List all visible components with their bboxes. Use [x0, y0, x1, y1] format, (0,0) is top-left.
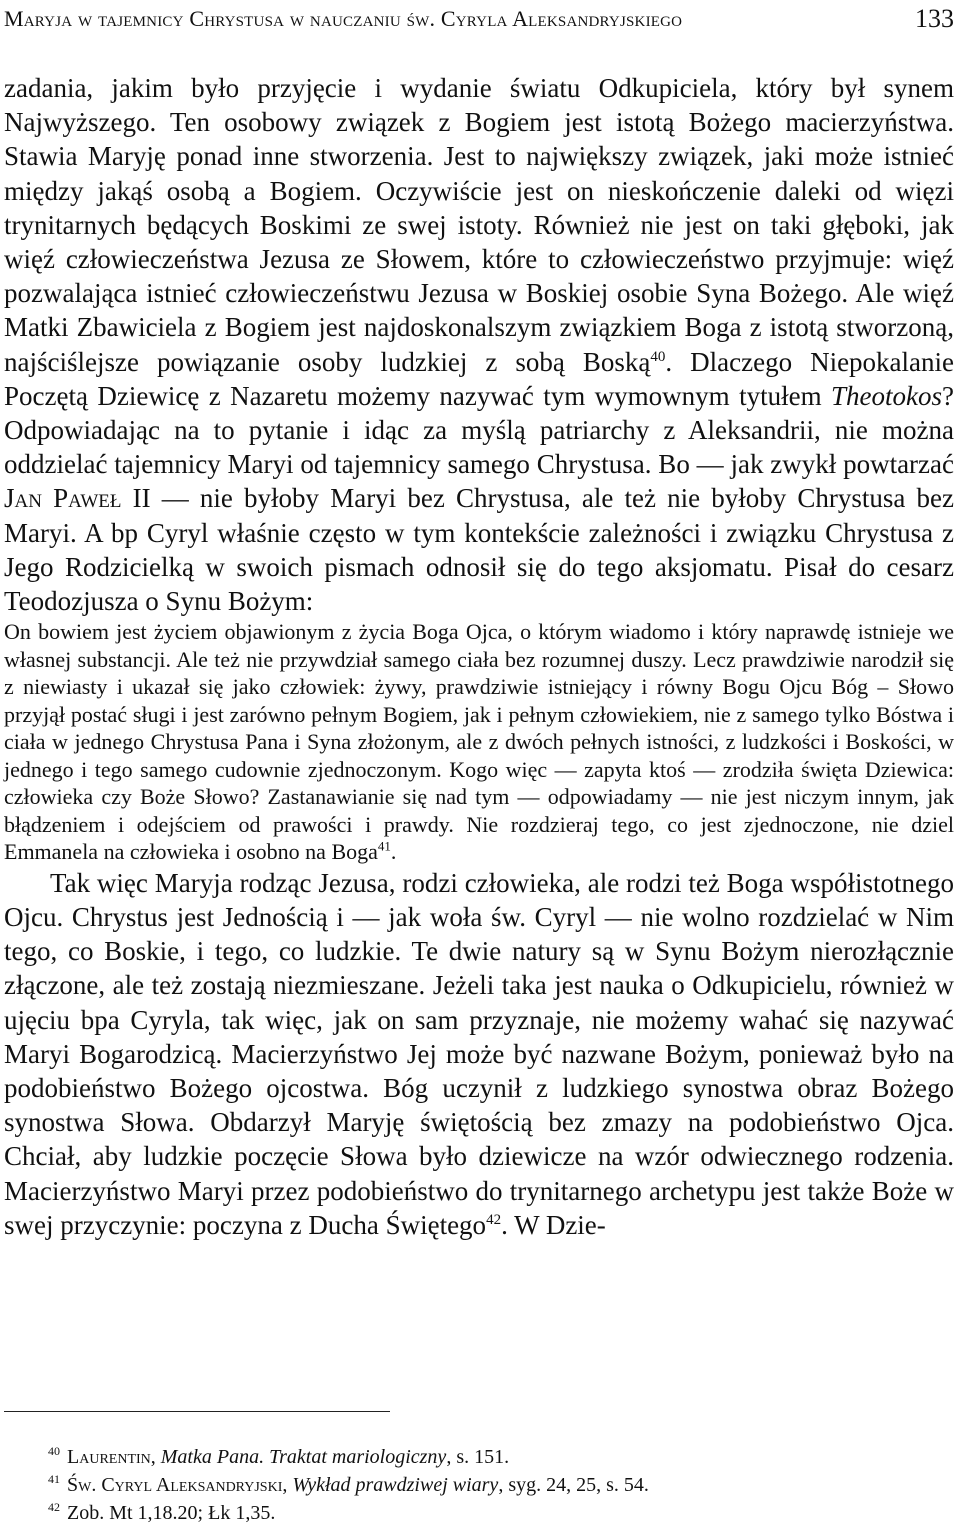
- main-text: [4, 71, 954, 1242]
- block-quote-end: .: [390, 839, 397, 865]
- footnote-number: 41: [48, 1472, 60, 1487]
- footnote-number: 40: [48, 1444, 60, 1459]
- footnote-ref-41[interactable]: 41: [377, 838, 391, 854]
- paragraph-1-text-a: zadania, jakim było przyjęcie i wydanie światu Odkupiciela, który był synem Najwyższego. Ten osobowy związek z Bogiem jest istotą Bożego macierzyństwa. Stawia Maryję ponad inne stworzenia. Jest to największy związek, jaki może istnieć między jakąś osobą a Bogiem. Oczywiście jest on nieskończenie daleki od więzi trynitarnych będących Boskimi ze swej istoty. Również nie jest on taki głęboki, jak więź człowieczeństwa Jezusa ze Słowem, które to człowieczeństwo przyjmuje: więź pozwalająca istnieć człowieczeństwu Jezusa w Boskiej osobie Syna Bożego. Ale więź Matki Zbawiciela z Bogiem jest najdoskonalszym związkiem Boga z istotą stworzoną, najściślejsze powiązanie osoby ludzkiej z sobą Boską: [4, 73, 954, 377]
- footnote-number: 42: [48, 1500, 60, 1515]
- running-title: Maryja w tajemnicy Chrystusa w nauczaniu św. Cyryla Aleksandryjskiego: [4, 6, 683, 31]
- footnote-divider: [4, 1411, 390, 1412]
- page-header: [4, 2, 954, 36]
- paragraph-2-text-b: . W Dzie-: [501, 1209, 606, 1240]
- footnote-42: [48, 1499, 908, 1527]
- footnote-ref-40[interactable]: 40: [650, 348, 666, 365]
- footnotes: [48, 1443, 908, 1527]
- paragraph-2-text-a: Tak więc Maryja rodząc Jezusa, rodzi człowieka, ale rodzi też Boga współistotnego Ojcu. Chrystus jest Jednością i — jak woła św. Cyryl — nie wolno rozdzielać w Nim tego, co Boskie, i tego, co ludzkie. Te dwie natury są w Synu Bożym nierozłącznie złączone, ale też zostają niezmieszane. Jeżeli taka jest nauka o Odkupicielu, również w ujęciu bpa Cyryla, tak więc, jak on sam przyznaje, nie możemy wahać się nazywać Maryi Bogarodzicą. Macierzyństwo Jej może być nazwane Bożym, ponieważ było na podobieństwo Bożego ojcostwa. Bóg uczynił z ludzkiego synostwa obraz Bożego synostwa Słowa. Obdarzył Maryję świętością bez zmazy na podobieństwo Ojca. Chciał, aby ludzkie poczęcie Słowa było dziewicze na wzór odwiecznego rodzenia. Macierzyństwo Maryi przez podobieństwo do trynitarnego archetypu jest także Boże w swej przyczynie: poczyna z Ducha Świętego: [4, 867, 954, 1240]
- page-number: 133: [915, 4, 954, 33]
- paragraph-1: [4, 71, 954, 618]
- paragraph-1-text-d: — nie byłoby Maryi bez Chrystusa, ale też nie byłoby Chrystusa bez Maryi. A bp Cyryl właśnie często w tym kontekście zależności i związku Chrystusa z Jego Rodzicielką w swoich pismach odnosił się do tego aksjomatu. Pisał do cesarz Teodozjusza o Synu Bożym:: [4, 483, 954, 617]
- footnote-41: [48, 1471, 908, 1499]
- footnote-author: Laurentin: [67, 1446, 151, 1468]
- paragraph-1-text-b: . Dlaczego Niepokalanie Poczętą Dziewicę z Nazaretu możemy nazywać tym wymownym tytułem: [4, 346, 955, 411]
- footnote-ref-42[interactable]: 42: [486, 1211, 502, 1228]
- footnote-rest: , syg. 24, 25, s. 54.: [498, 1474, 649, 1496]
- paragraph-1-text-c: ? Odpowiadając na to pytanie i idąc za myślą patriarchy z Aleksandrii, nie można oddzielać tajemnicy Maryi od tajemnicy samego Chrystusa. Bo — jak zwykł powtarzać: [4, 380, 954, 480]
- footnote-rest: Zob. Mt 1,18.20; Łk 1,35.: [67, 1502, 276, 1524]
- footnote-separator: ,: [282, 1474, 293, 1496]
- footnote-separator: ,: [150, 1446, 161, 1468]
- footnote-rest: , s. 151.: [446, 1446, 510, 1468]
- pope-name: Jan Paweł II: [4, 483, 151, 514]
- theotokos-term: Theotokos: [831, 380, 943, 411]
- footnote-40: [48, 1443, 908, 1471]
- footnote-title: Matka Pana. Traktat mariologiczny: [160, 1446, 447, 1468]
- footnote-title: Wykład prawdziwej wiary: [292, 1474, 499, 1496]
- footnote-author: Św. Cyryl Aleksandryjski: [67, 1474, 283, 1496]
- paragraph-2: [4, 866, 954, 1242]
- block-quote-text: On bowiem jest życiem objawionym z życia Boga Ojca, o którym wiadomo i który naprawdę istnieje we własnej substancji. Ale też nie przywdział samego ciała bez rozumnej duszy. Lecz prawdziwie narodził się z niewiasty i ukazał się jako człowiek: żywy, prawdziwie istniejący i równy Bogu Ojcu Bóg – Słowo przyjął postać sługi i jest zarówno pełnym Bogiem, jak i pełnym człowiekiem, nie z samego tylko Bóstwa i ciała w jednego Chrystusa Pana i Syna złożonym, ale z dwóch pełnych istności, z ludzkości i Boskości, w jednego i tego samego cudownie zjednoczonym. Kogo więc — zapyta ktoś — zrodziła święta Dziewica: człowieka czy Boże Słowo? Zastanawianie się nad tym — odpowiadamy — nie jest niczym innym, jak błądzeniem i odejściem od prawości i prawdy. Nie rozdzieraj tego, co jest zjednoczone, nie dziel Emmanela na człowieka i osobno na Boga: [4, 619, 954, 865]
- block-quote: [4, 618, 954, 866]
